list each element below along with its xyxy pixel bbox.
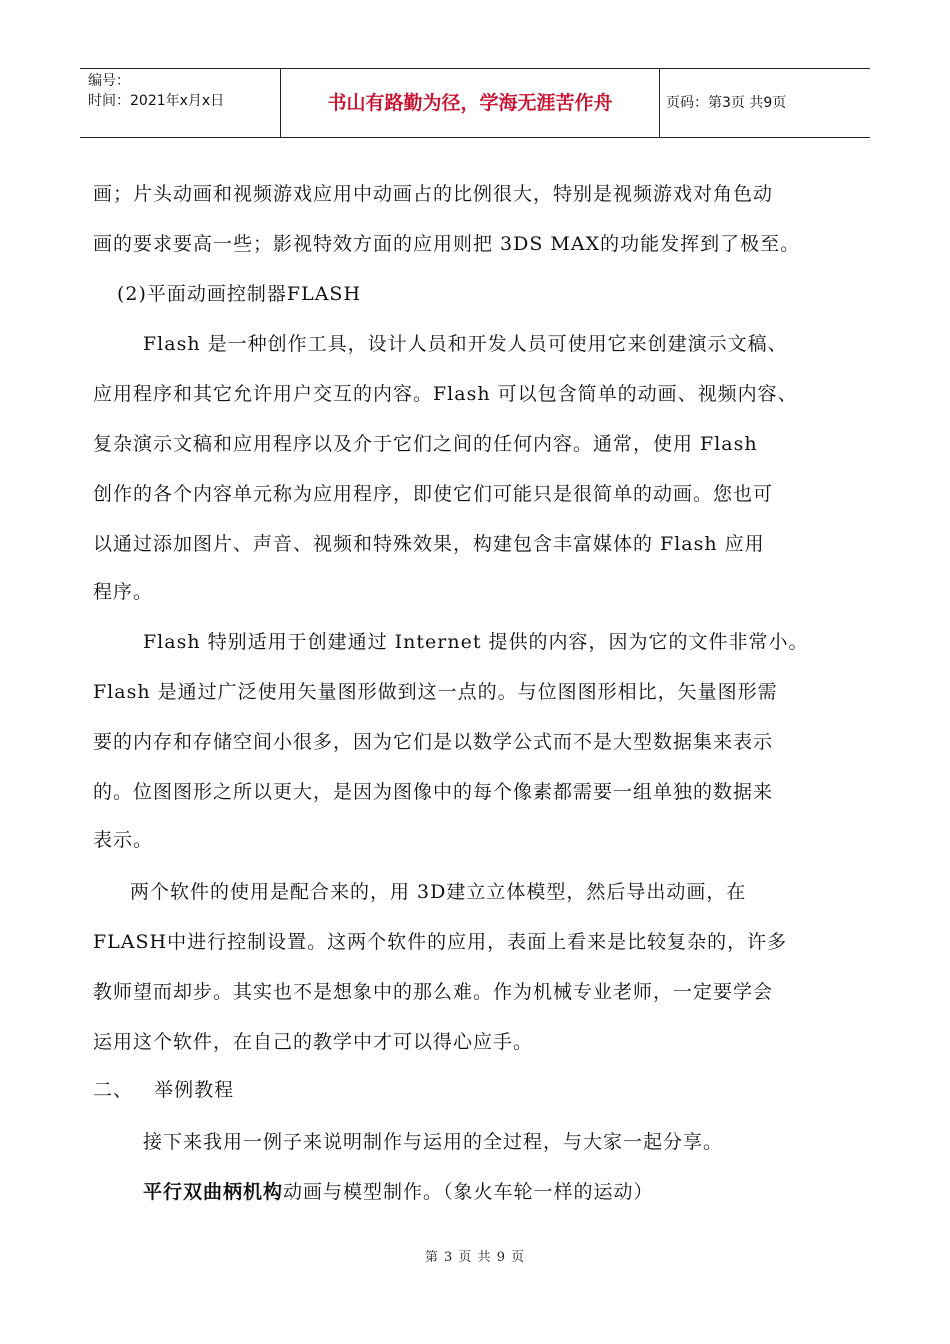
body-line: Flash 是通过广泛使用矢量图形做到这一点的。与位图图形相比，矢量图形需 (93, 681, 778, 703)
body-line: 以通过添加图片、声音、视频和特殊效果，构建包含丰富媒体的 Flash 应用 (93, 533, 765, 555)
body-line: 程序。 (93, 581, 154, 603)
bold-term: 平行双曲柄机构 (143, 1181, 284, 1203)
body-line-with-bold (143, 1180, 654, 1204)
page-footer: 第 3 页 共 9 页 (424, 1250, 526, 1265)
page-code: 页码：第3页 共9页 (666, 95, 787, 111)
body-text: 动画与模型制作。（象火车轮一样的运动） (283, 1181, 654, 1203)
body-line: 两个软件的使用是配合来的，用 3D建立立体模型，然后导出动画，在 (130, 881, 747, 903)
body-line: 运用这个软件，在自己的教学中才可以得心应手。 (93, 1031, 534, 1053)
body-line: 表示。 (93, 829, 154, 851)
body-line: Flash 是一种创作工具，设计人员和开发人员可使用它来创建演示文稿、 (143, 333, 788, 355)
header-motto: 书山有路勤为径，学海无涯苦作舟 (280, 69, 660, 137)
section-heading: (2)平面动画控制器FLASH (117, 283, 362, 305)
body-line: 创作的各个内容单元称为应用程序，即使它们可能只是很简单的动画。您也可 (93, 483, 774, 505)
body-line: Flash 特别适用于创建通过 Internet 提供的内容，因为它的文件非常小。 (143, 631, 809, 653)
body-line: 教师望而却步。其实也不是想象中的那么难。作为机械专业老师，一定要学会 (93, 981, 774, 1003)
body-line: FLASH中进行控制设置。这两个软件的应用，表面上看来是比较复杂的，许多 (93, 931, 788, 953)
body-line: 应用程序和其它允许用户交互的内容。Flash 可以包含简单的动画、视频内容、 (93, 383, 798, 405)
body-line: 要的内存和存储空间小很多，因为它们是以数学公式而不是大型数据集来表示 (93, 731, 774, 753)
body-line: 画的要求要高一些；影视特效方面的应用则把 3DS MAX的功能发挥到了极至。 (93, 233, 801, 255)
page-header (80, 68, 870, 138)
document-number: 编号： (88, 73, 130, 89)
body-line: 接下来我用一例子来说明制作与运用的全过程，与大家一起分享。 (143, 1131, 724, 1153)
document-date: 时间：2021年x月x日 (88, 93, 225, 109)
section-heading: 二、 举例教程 (93, 1079, 235, 1101)
header-meta (80, 69, 280, 137)
body-line: 的。位图图形之所以更大，是因为图像中的每个像素都需要一组单独的数据来 (93, 781, 774, 803)
body-line: 复杂演示文稿和应用程序以及介于它们之间的任何内容。通常，使用 Flash (93, 433, 758, 455)
body-line: 画；片头动画和视频游戏应用中动画占的比例很大，特别是视频游戏对角色动 (93, 183, 774, 205)
